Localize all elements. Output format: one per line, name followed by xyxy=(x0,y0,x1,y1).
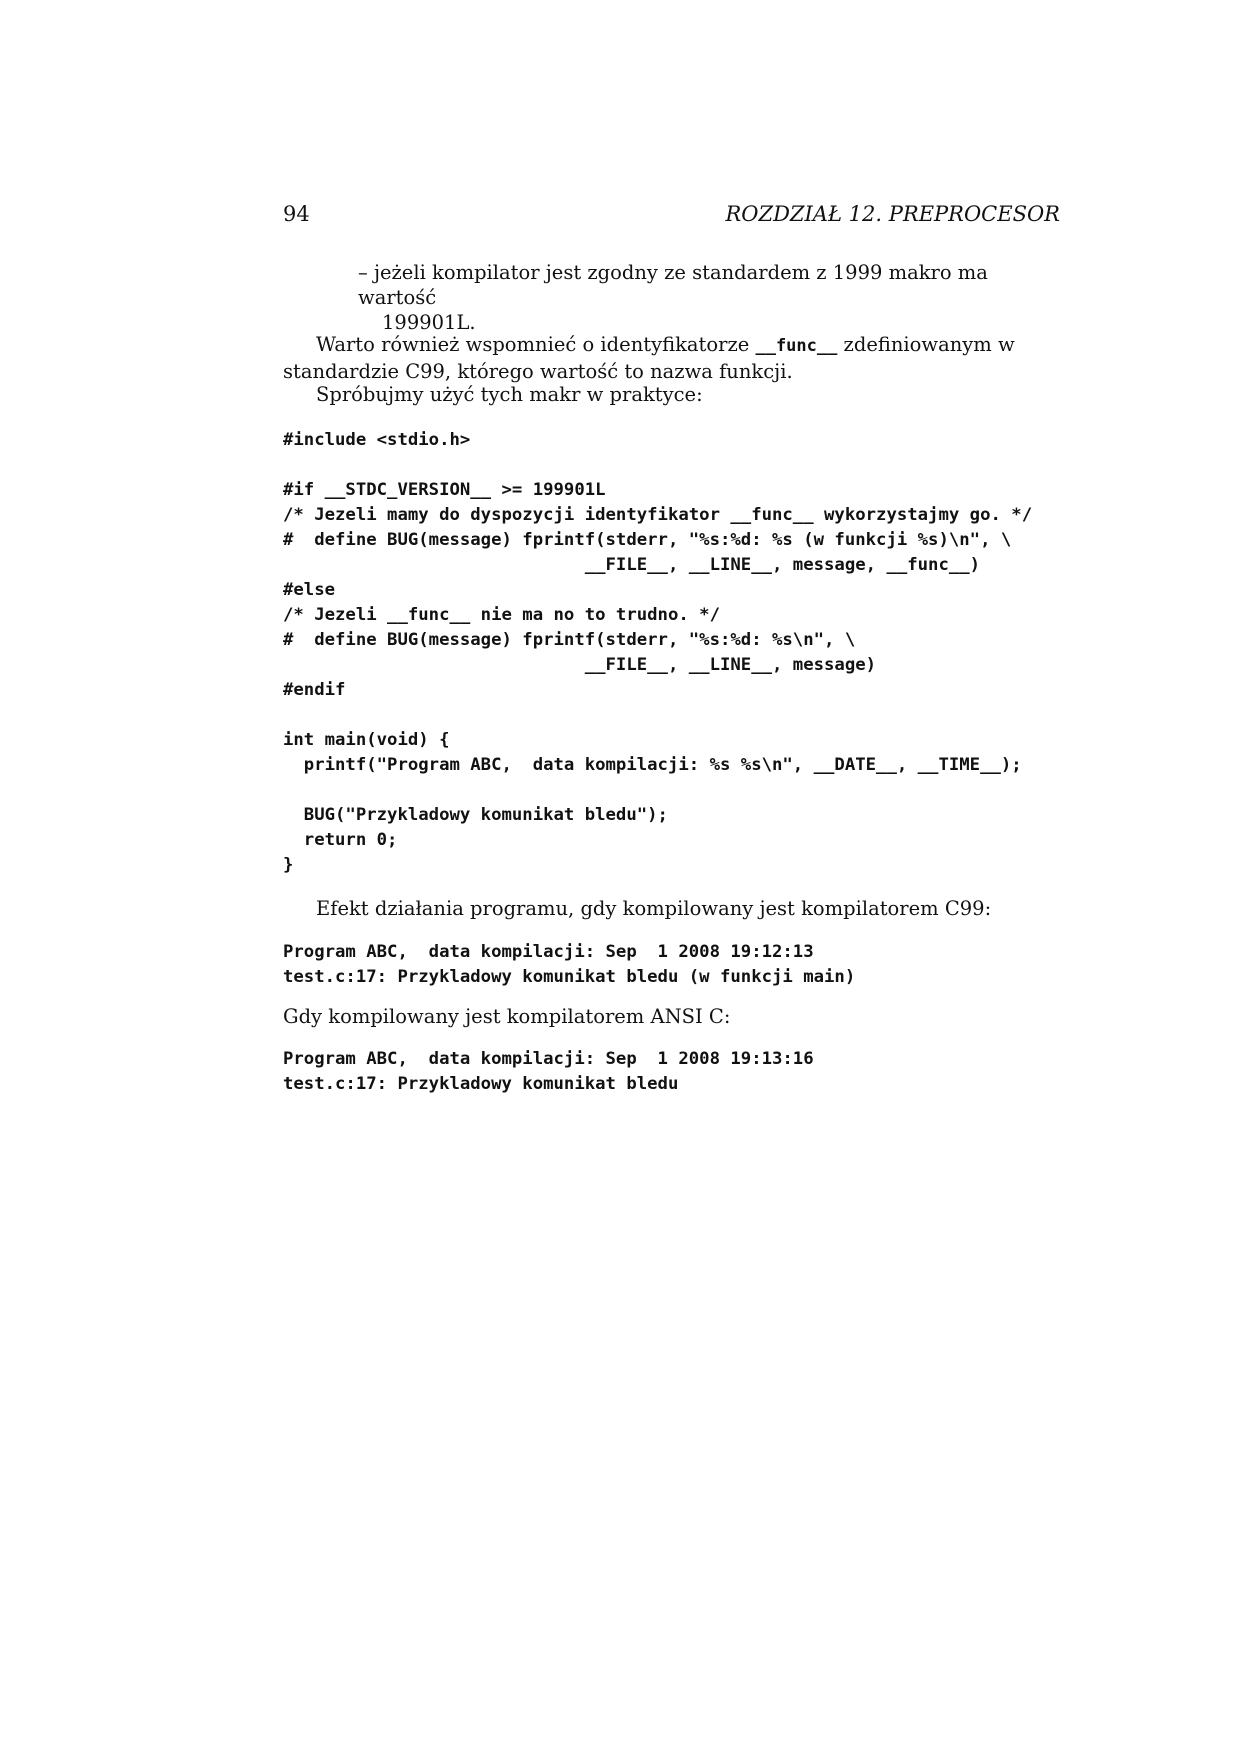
output-line: test.c:17: Przykladowy komunikat bledu xyxy=(283,1074,679,1094)
code-line: #else xyxy=(283,580,336,600)
code-line: /* Jezeli mamy do dyspozycji identyfikator __func__ wykorzystajmy go. */ xyxy=(283,505,1033,525)
program-output-ansi xyxy=(283,1047,814,1097)
paragraph-ansi-result: Gdy kompilowany jest kompilatorem ANSI C: xyxy=(283,1005,731,1028)
paragraph-func-identifier xyxy=(283,332,1060,384)
bullet-line: – jeżeli kompilator jest zgodny ze standardem z 1999 makro ma wartość xyxy=(358,261,988,309)
code-line: #include <stdio.h> xyxy=(283,430,471,450)
code-line: BUG("Przykladowy komunikat bledu"); xyxy=(283,805,668,825)
output-line: Program ABC, data kompilacji: Sep 1 2008 19:12:13 xyxy=(283,942,814,962)
code-line xyxy=(283,703,1032,728)
code-listing xyxy=(283,428,1032,878)
code-line: return 0; xyxy=(283,830,398,850)
inline-code-func: __func__ xyxy=(755,336,838,356)
code-line xyxy=(283,453,1032,478)
paragraph-text: Warto również wspomnieć o identyfikatorze xyxy=(316,333,756,356)
code-line xyxy=(283,778,1032,803)
output-line: Program ABC, data kompilacji: Sep 1 2008 19:13:16 xyxy=(283,1049,814,1069)
code-line: #endif xyxy=(283,680,346,700)
code-line: # define BUG(message) fprintf(stderr, "%s:%d: %s (w funkcji %s)\n", \ xyxy=(283,530,1012,550)
page-header xyxy=(283,202,1060,232)
code-line: printf("Program ABC, data kompilacji: %s %s\n", __DATE__, __TIME__); xyxy=(283,755,1022,775)
output-line: test.c:17: Przykladowy komunikat bledu (w funkcji main) xyxy=(283,967,856,987)
code-line: /* Jezeli __func__ nie ma no to trudno. */ xyxy=(283,605,720,625)
code-line: #if __STDC_VERSION__ >= 199901L xyxy=(283,480,606,500)
bullet-item xyxy=(358,260,1060,335)
bullet-line-continuation: 199901L. xyxy=(382,311,476,334)
paragraph-try-macros: Spróbujmy użyć tych makr w praktyce: xyxy=(316,383,703,406)
program-output-c99 xyxy=(283,940,855,990)
running-head: ROZDZIAŁ 12. PREPROCESOR xyxy=(725,202,1060,226)
code-line: # define BUG(message) fprintf(stderr, "%s:%d: %s\n", \ xyxy=(283,630,856,650)
paragraph-c99-result: Efekt działania programu, gdy kompilowany jest kompilatorem C99: xyxy=(316,897,992,920)
code-line: __FILE__, __LINE__, message) xyxy=(283,655,877,675)
code-line: } xyxy=(283,855,294,875)
paragraph-text: zdefiniowanym w standardzie C99, którego wartość to nazwa funkcji. xyxy=(283,333,1015,383)
code-line: __FILE__, __LINE__, message, __func__) xyxy=(283,555,981,575)
code-line: int main(void) { xyxy=(283,730,450,750)
page-number: 94 xyxy=(283,202,310,226)
